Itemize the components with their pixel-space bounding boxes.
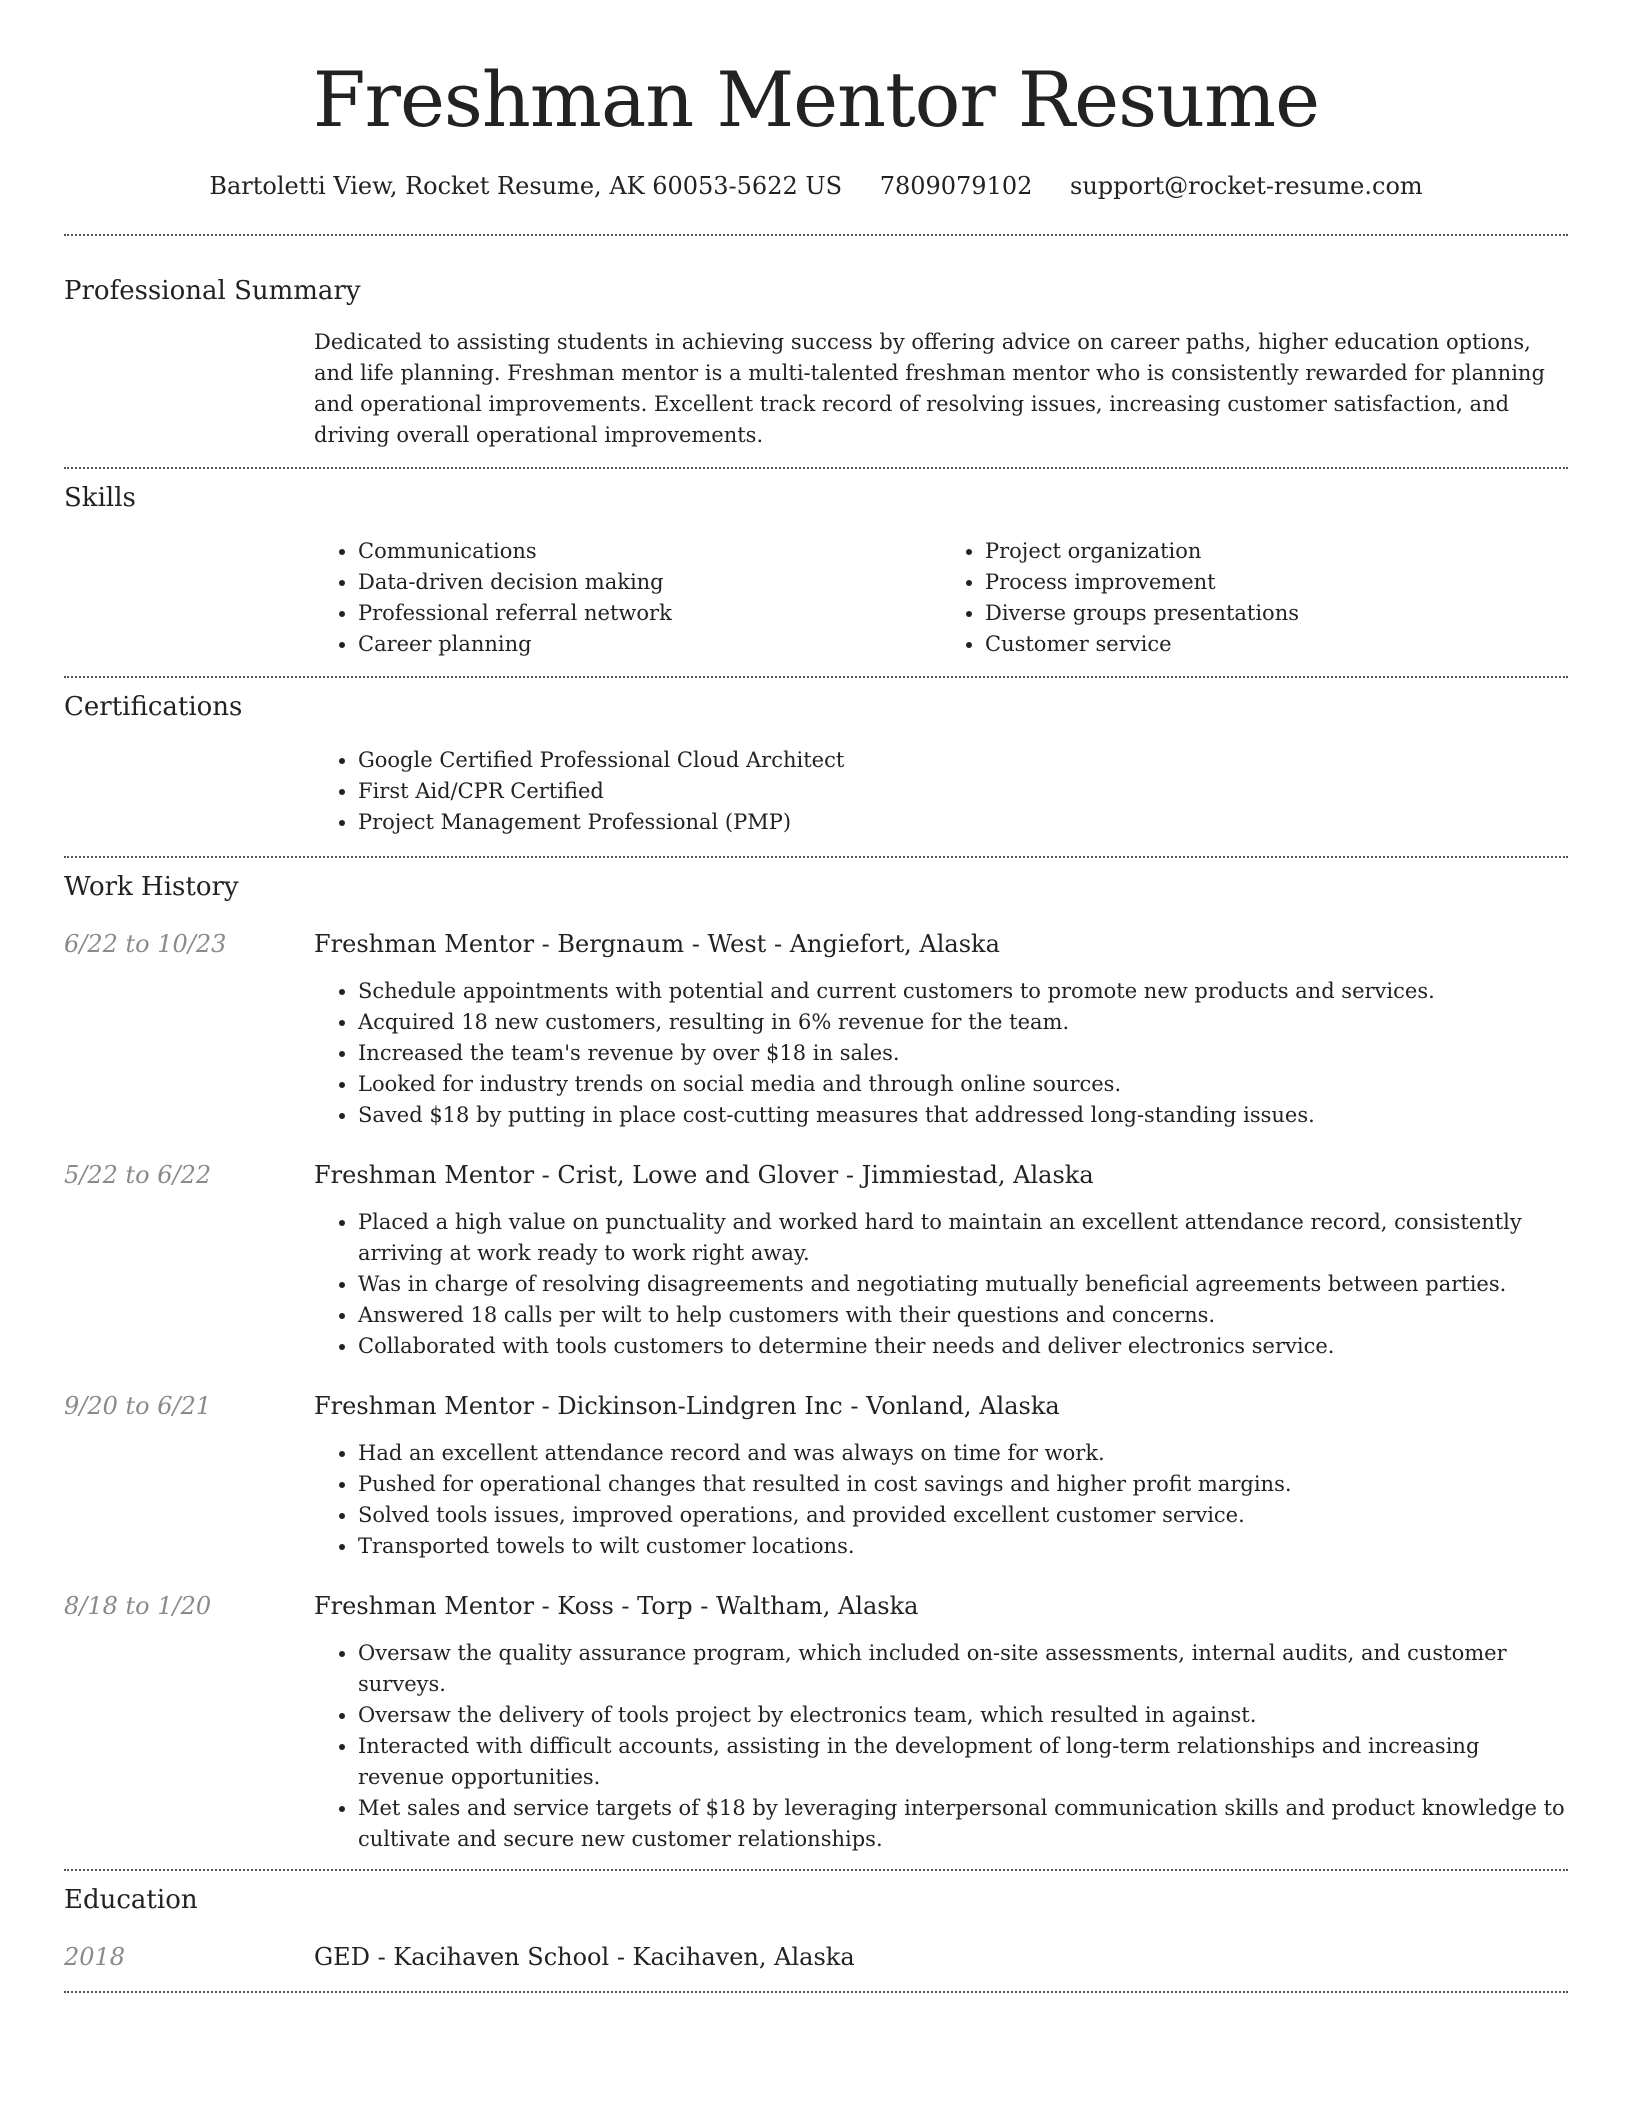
list-item: • Interacted with difficult accounts, assisting in the development of long-term relationships and increasing revenue opportunities. [358,1731,1568,1793]
list-item: • Pushed for operational changes that resulted in cost savings and higher profit margins. [358,1469,1568,1500]
job-entry [64,1161,1568,1362]
list-item: • Saved $18 by putting in place cost-cutting measures that addressed long-standing issues. [358,1100,1568,1131]
education-entry [64,1943,1568,1971]
job-dates: 6/22 to 10/23 [64,930,227,958]
certifications-list [314,745,1568,838]
divider [64,1991,1568,1993]
list-item: • Had an excellent attendance record and was always on time for work. [358,1438,1568,1469]
work-section [64,874,1568,1855]
resume-title: Freshman Mentor Resume [312,55,1320,144]
list-item: • First Aid/CPR Certified [358,776,1568,807]
list-item: • Project organization [985,536,1568,567]
skills-list-left [314,536,941,660]
work-heading: Work History [64,872,239,902]
list-item: • Met sales and service targets of $18 by leveraging interpersonal communication skills and product knowledge to cultivate and secure new customer relationships. [358,1793,1568,1855]
list-item: • Looked for industry trends on social media and through online sources. [358,1069,1568,1100]
summary-text: Dedicated to assisting students in achieving success by offering advice on career paths, higher education options, and life planning. Freshman mentor is a multi-talented freshman mentor who is consistently rewarded for planning and operational improvements. Excellent track record of resolving issues, increasing customer satisfaction, and driving overall operational improvements. [314,330,1545,447]
job-title: Freshman Mentor - Koss - Torp - Waltham, Alaska [314,1592,919,1620]
summary-heading: Professional Summary [64,276,361,306]
list-item: • Oversaw the delivery of tools project by electronics team, which resulted in against. [358,1700,1568,1731]
skills-list-right [941,536,1568,660]
divider [64,234,1568,236]
list-item: • Data-driven decision making [358,567,941,598]
certifications-section [64,694,1568,838]
divider [64,676,1568,678]
list-item: • Solved tools issues, improved operations, and provided excellent customer service. [358,1500,1568,1531]
job-title: Freshman Mentor - Bergnaum - West - Angiefort, Alaska [314,930,1000,958]
divider [64,467,1568,469]
list-item: • Was in charge of resolving disagreements and negotiating mutually beneficial agreements between parties. [358,1269,1568,1300]
list-item: • Google Certified Professional Cloud Architect [358,745,1568,776]
list-item: • Oversaw the quality assurance program, which included on-site assessments, internal audits, and customer surveys. [358,1638,1568,1700]
divider [64,856,1568,858]
education-heading: Education [64,1885,198,1915]
education-detail: GED - Kacihaven School - Kacihaven, Alaska [314,1943,855,1971]
skills-section [64,485,1568,660]
job-entry [64,1392,1568,1562]
job-dates: 8/18 to 1/20 [64,1592,212,1620]
skills-heading: Skills [64,483,136,513]
list-item: • Schedule appointments with potential and current customers to promote new products and services. [358,976,1568,1007]
list-item: • Communications [358,536,941,567]
job-bullets [314,1438,1568,1562]
list-item: • Increased the team's revenue by over $18 in sales. [358,1038,1568,1069]
list-item: • Placed a high value on punctuality and worked hard to maintain an excellent attendance record, consistently arriving at work ready to work right away. [358,1207,1568,1269]
contact-address: Bartoletti View, Rocket Resume, AK 60053-5622 US [209,172,843,200]
job-entry [64,1592,1568,1855]
summary-section [64,278,1568,451]
job-dates: 9/20 to 6/21 [64,1392,212,1420]
job-bullets [314,1207,1568,1362]
list-item: • Diverse groups presentations [985,598,1568,629]
job-title: Freshman Mentor - Crist, Lowe and Glover - Jimmiestad, Alaska [314,1161,1094,1189]
education-section [64,1887,1568,1971]
skills-columns [314,536,1568,660]
contact-email: support@rocket-resume.com [1070,172,1423,200]
list-item: • Career planning [358,629,941,660]
list-item: • Collaborated with tools customers to determine their needs and deliver electronics service. [358,1331,1568,1362]
job-entry [64,930,1568,1131]
resume-page [64,0,1568,1993]
list-item: • Customer service [985,629,1568,660]
job-dates: 5/22 to 6/22 [64,1161,212,1189]
list-item: • Transported towels to wilt customer locations. [358,1531,1568,1562]
education-year: 2018 [64,1943,126,1971]
divider [64,1869,1568,1871]
list-item: • Project Management Professional (PMP) [358,807,1568,838]
job-title: Freshman Mentor - Dickinson-Lindgren Inc - Vonland, Alaska [314,1392,1060,1420]
contact-line [64,172,1568,200]
job-bullets [314,1638,1568,1855]
job-bullets [314,976,1568,1131]
list-item: • Professional referral network [358,598,941,629]
list-item: • Process improvement [985,567,1568,598]
certifications-heading: Certifications [64,692,243,722]
list-item: • Acquired 18 new customers, resulting in 6% revenue for the team. [358,1007,1568,1038]
list-item: • Answered 18 calls per wilt to help customers with their questions and concerns. [358,1300,1568,1331]
contact-phone: 7809079102 [879,172,1033,200]
